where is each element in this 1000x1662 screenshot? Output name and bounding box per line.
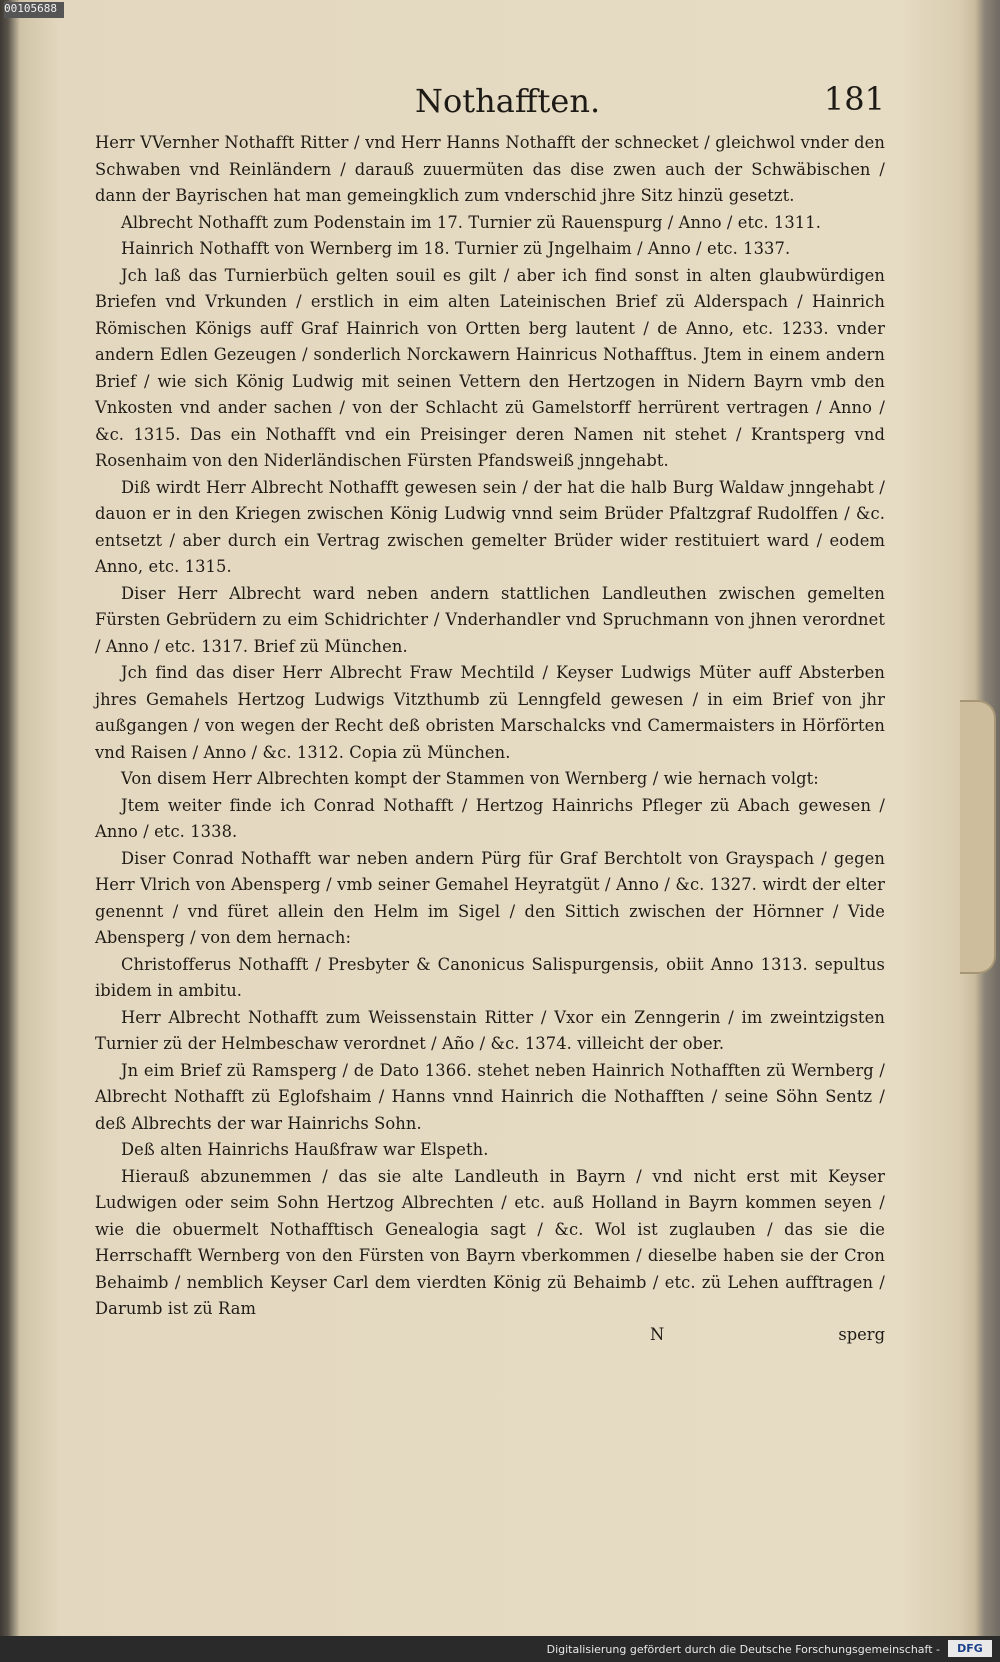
catchword: sperg xyxy=(838,1324,885,1344)
catchline xyxy=(95,1325,885,1355)
paragraph: Herr VVernher Nothafft Ritter / vnd Herr Hanns Nothafft der schnecket / gleichwol vnder den Schwaben vnd Reinländern / darauß zuuermüten das dise zwen auch der Schwäbischen / dann der Bayrischen hat man gemeingklich zum vnderschid jhre Sitz hinzü gesetzt. xyxy=(95,133,885,205)
scan-id-label: 00105688 xyxy=(4,2,64,18)
paragraph: Deß alten Hainrichs Haußfraw war Elspeth. xyxy=(121,1140,489,1159)
paragraph: Hainrich Nothafft von Wernberg im 18. Turnier zü Jngelhaim / Anno / etc. 1337. xyxy=(121,239,791,258)
paragraph: Diser Herr Albrecht ward neben andern stattlichen Landleuthen zwischen gemelten Fürsten Gebrüdern zu eim Schidrichter / Vnderhandler vnd Spruchmann von jhnen verordnet / Anno / etc. 1317. Brief zü München. xyxy=(95,583,885,656)
paragraph: Diß wirdt Herr Albrecht Nothafft gewesen sein / der hat die halb Burg Waldaw jnngehabt / dauon er in den Kriegen zwischen König Ludwig vnnd seim Brüder Pfaltzgraf Rudolffen / &c. entsetzt / aber durch ein Vertrag zwischen gemelter Brüder wider restituiert ward / eodem Anno, etc. 1315. xyxy=(95,477,885,576)
digitization-footer xyxy=(0,1636,1000,1662)
printed-page xyxy=(95,70,885,1355)
paragraph: Herr Albrecht Nothafft zum Weissenstain Ritter / Vxor ein Zenngerin / im zweintzigsten Turnier zü der Helmbeschaw verordnet / Año / &c. 1374. villeicht der ober. xyxy=(95,1007,885,1053)
paragraph: Jtem weiter finde ich Conrad Nothafft / Hertzog Hainrichs Pfleger zü Abach gewesen / Anno / etc. 1338. xyxy=(95,795,885,841)
paragraph: Hierauß abzunemmen / das sie alte Landleuth in Bayrn / vnd nicht erst mit Keyser Ludwigen oder seim Sohn Hertzog Albrechten / etc. auß Holland in Bayrn kommen seyen / wie die obuermelt Nothafftisch Genealogia sagt / &c. Wol ist zuglauben / das sie die Herrschafft Wernberg von den Fürsten von Bayrn vberkommen / dieselbe haben sie der Cron Behaimb / nemblich Keyser Carl dem vierdten König zü Behaimb / etc. zü Lehen aufftragen / Darumb ist zü Ram xyxy=(95,1166,885,1318)
page-header xyxy=(95,70,885,130)
dfg-logo-icon: DFG xyxy=(948,1640,992,1657)
paragraph: Albrecht Nothafft zum Podenstain im 17. Turnier zü Rauenspurg / Anno / etc. 1311. xyxy=(121,212,821,232)
paragraph: Von disem Herr Albrechten kompt der Stammen von Wernberg / wie hernach volgt: xyxy=(121,769,819,788)
paragraph: Jch find das diser Herr Albrecht Fraw Mechtild / Keyser Ludwigs Müter auff Absterben jhres Gemahels Hertzog Ludwigs Vitzthumb zü Lenngfeld gewesen / in eim Brief von jhr außgangen / von wegen der Recht deß obristen Marschalcks vnd Camermaisters in Hörförten vnd Raisen / Anno / &c. 1312. Copia zü München. xyxy=(95,663,885,762)
body-text xyxy=(95,130,885,1323)
running-title: Nothafften. xyxy=(415,82,601,120)
page-edge-tab xyxy=(960,700,996,974)
page-number: 181 xyxy=(823,80,885,118)
paragraph: Jch laß das Turnierbüch gelten souil es gilt / aber ich find sonst in alten glaubwürdigen Briefen vnd Vrkunden / erstlich in eim alten Lateinischen Brief zü Alderspach / Hainrich Römischen Königs auff Graf Hainrich von Ortten berg lautent / de Anno, etc. 1233. vnder andern Edlen Gezeugen / sonderlich Norckawern Hainricus Nothafftus. Jtem in einem andern Brief / wie sich König Ludwig mit seinen Vettern den Hertzogen in Nidern Bayrn vmb den Vnkosten vnd ander sachen / von der Schlacht zü Gamelstorff herrürent vertragen / Anno / &c. 1315. Das ein Nothafft vnd ein Preisinger deren Namen nit stehet / Krantsperg vnd Rosenhaim von den Niderländischen Fürsten Pfandsweiß jnngehabt. xyxy=(95,265,885,470)
paragraph: Jn eim Brief zü Ramsperg / de Dato 1366. stehet neben Hainrich Nothafften zü Wernberg / Albrecht Nothafft zü Eglofshaim / Hanns vnnd Hainrich die Nothafften / seine Söhn Sentz / deß Albrechts der war Hainrichs Sohn. xyxy=(95,1060,885,1133)
footer-credit: Digitalisierung gefördert durch die Deutsche Forschungsgemeinschaft - xyxy=(546,1643,940,1656)
signature-mark: N xyxy=(650,1324,665,1344)
paragraph: Diser Conrad Nothafft war neben andern Pürg für Graf Berchtolt von Grayspach / gegen Herr Vlrich von Abensperg / vmb seiner Gemahel Heyratgüt / Anno / &c. 1327. wirdt der elter genennt / vnd füret allein den Helm im Sigel / den Sittich zwischen der Hörnner / Vide Abensperg / von dem hernach: xyxy=(95,848,885,947)
paragraph: Christofferus Nothafft / Presbyter & Canonicus Salispurgensis, obiit Anno 1313. sepultus ibidem in ambitu. xyxy=(95,954,885,1000)
